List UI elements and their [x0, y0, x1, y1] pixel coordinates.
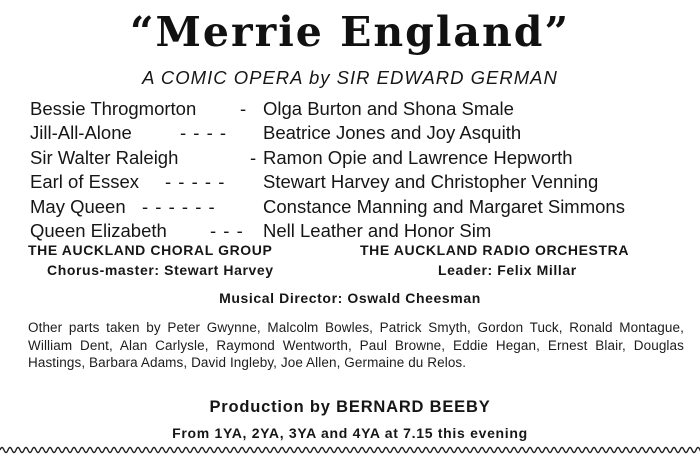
other-parts-paragraph: Other parts taken by Peter Gwynne, Malcolm Bowles, Patrick Smyth, Gordon Tuck, Ronald Montague, William Dent, Alan Carlysle, Raymond Wentworth, Paul Browne, Eddie Hegan, Ernest Blair, Douglas Hastings, Barbara Adams, David Ingleby, Joe Allen, Germaine du Relos. [28, 320, 684, 370]
cast-row [30, 121, 690, 145]
broadcast-info: From 1YA, 2YA, 3YA and 4YA at 7.15 this evening [172, 425, 528, 441]
cast-separator: - [250, 146, 258, 168]
cast-separator: - - - [210, 219, 244, 241]
cast-row [30, 97, 690, 121]
musical-director: Musical Director: Oswald Cheesman [219, 290, 481, 306]
production-credit: Production by BERNARD BEEBY [209, 398, 491, 416]
cast-actor: Ramon Opie and Lawrence Hepworth [263, 146, 573, 168]
cast-separator: - - - - - [165, 171, 226, 193]
choral-group-name: THE AUCKLAND CHORAL GROUP [28, 242, 273, 258]
cast-role: May Queen [30, 195, 126, 217]
cast-row [30, 146, 690, 170]
cast-separator: - [240, 98, 248, 119]
cast-row [30, 219, 690, 243]
cast-actor: Beatrice Jones and Joy Asquith [263, 122, 522, 144]
cast-list [30, 97, 690, 243]
cast-actor: Constance Manning and Margaret Simmons [263, 195, 625, 217]
chorus-master: Chorus-master: Stewart Harvey [47, 262, 274, 278]
cast-separator: - - - - [180, 122, 228, 144]
cast-separator: - - - - - - [142, 195, 216, 217]
cast-row [30, 170, 690, 194]
cast-actor: Nell Leather and Honor Sim [263, 219, 492, 241]
orchestra-leader: Leader: Felix Millar [438, 262, 577, 278]
cast-role: Jill-All-Alone [30, 122, 132, 144]
cast-actor: Stewart Harvey and Christopher Venning [263, 171, 599, 193]
subtitle: A COMIC OPERA by SIR EDWARD GERMAN [142, 67, 558, 88]
cast-role: Queen Elizabeth [30, 219, 167, 241]
orchestra-name: THE AUCKLAND RADIO ORCHESTRA [360, 242, 630, 258]
cast-role: Bessie Throgmorton [30, 98, 197, 119]
wavy-border [0, 444, 700, 456]
cast-row [30, 195, 690, 219]
cast-actor: Olga Burton and Shona Smale [263, 98, 514, 119]
cast-role: Earl of Essex [30, 171, 139, 193]
page-title: “Merrie England” [129, 8, 571, 56]
cast-role: Sir Walter Raleigh [30, 146, 179, 168]
